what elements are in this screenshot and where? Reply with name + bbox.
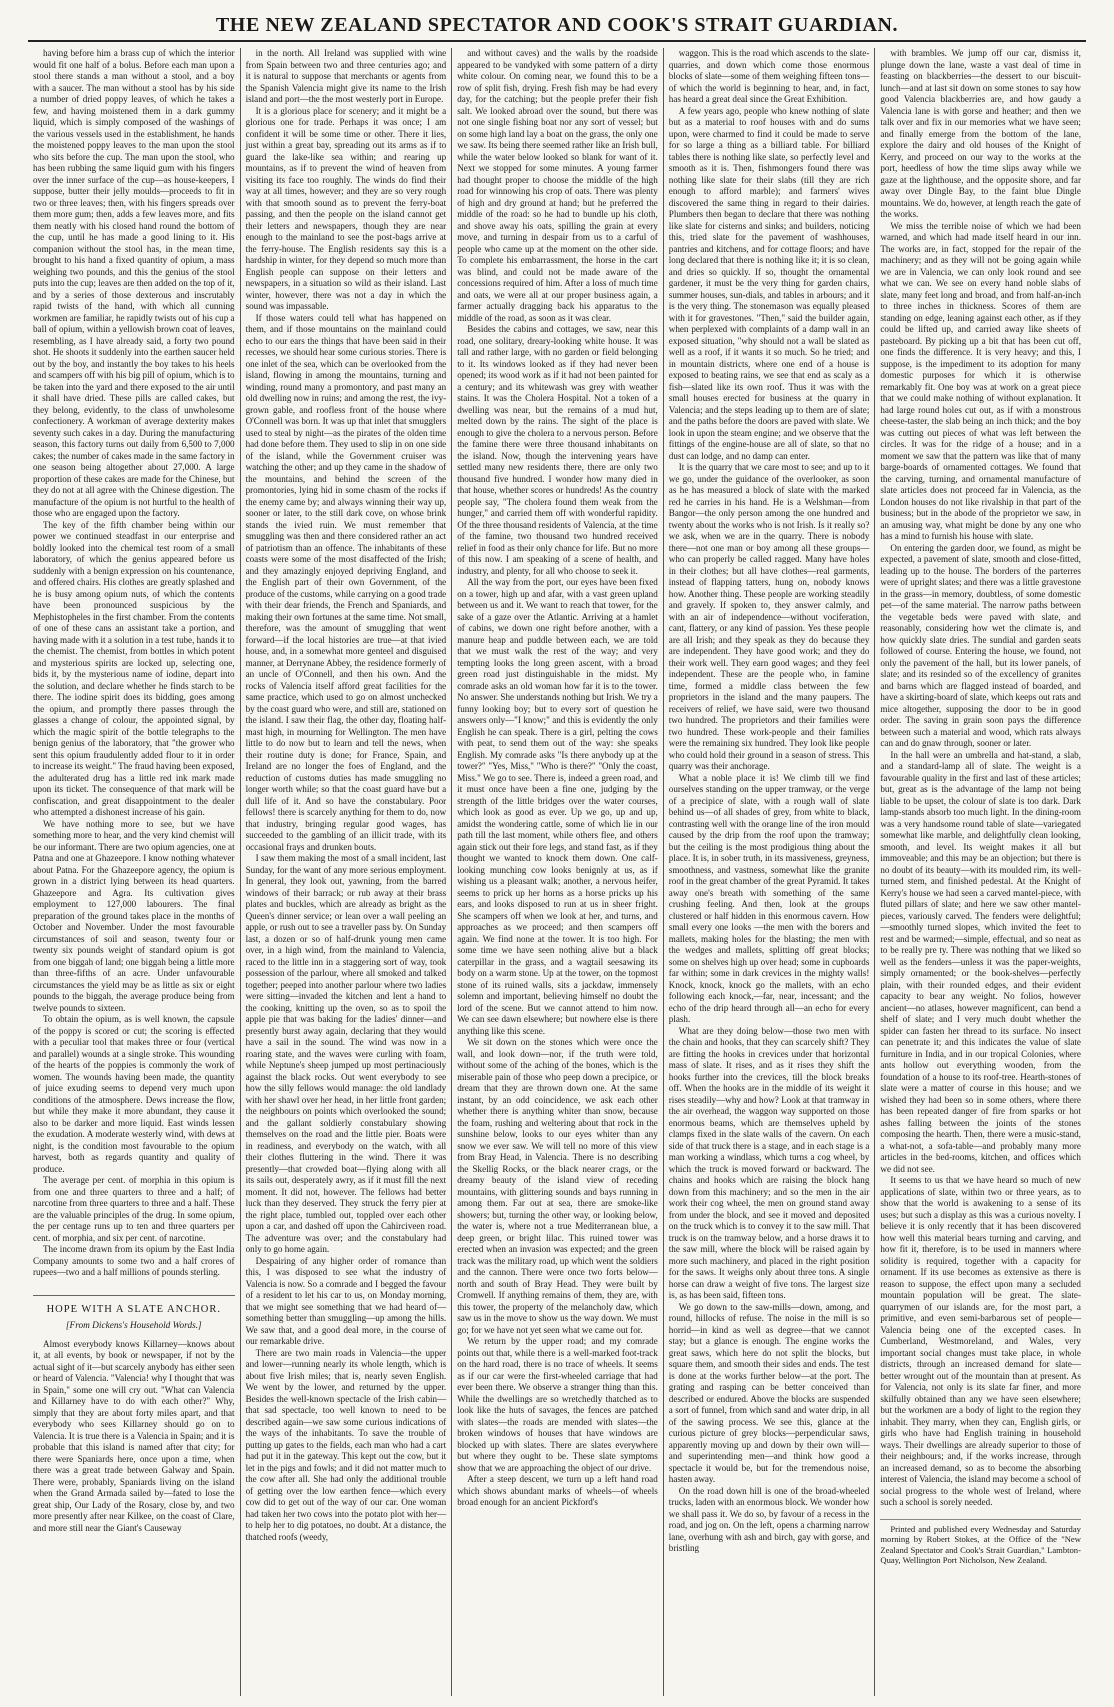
paragraph: If those waters could tell what has happened on them, and if those mountains on the mainland could echo to our ears the things that have been said in their recesses, we should hear some curious stories. There is one inlet of the sea, which can be overlooked from the island, flowing in among the mountains, turning and winding, round many a promontory, and past many an old dwelling now in ruins; and among the rest, the ivy-grown gable, and roofless front of the house where O'Connell was born. It was up that inlet that smugglers used to steal by night—as the pirates of the olden time had done before them. They used to slip in on one side of the island, while the Government cruiser was watching the other; and up they came in the shadow of the mountains, and behind the screen of the promontories, lying hid in some chasm of the rocks if the enemy came by; and always winning their way up, sooner or later, to the still dark cove, on whose brink stands the ivied ruin. We must remember that smuggling was then and there considered rather an act of patriotism than an offence. The inhabitants of these coasts were some of the most disaffected of the Irish; and they amazingly enjoyed depriving England, and the English part of their own Government, of the produce of the customs, while carrying on a good trade with their dear friends, the French and Spaniards, and making their own fortunes at the same time. Not small, therefore, was the amount of smuggling that went forward—if the local histories are true—at that ivied house, and, in a somewhat more genteel and disguised manner, at Derrynane Abbey, the residence formerly of an uncle of O'Connell, and then his own. And the rocks of Valencia itself afford great facilities for the same practice, which used to go on almost unchecked by the coast guard who were, and still are, stationed on the island. I saw their flag, the other day, floating half-mast high, in mourning for Wellington. The men have little to do now but to learn and tell the news, when their routine duty is done; for France, Spain, and Ireland are no longer the foes of England, and the reduction of customs duties has made smuggling no longer worth while; so that the coast guard have but a dull life of it. And so have the constabulary. Poor fellows! there is scarcely anything for them to do, now that industry, bringing regular good wages, has succeeded to the gambling of an illicit trade, with its occasional frays and drunken bouts. <box>245 312 447 852</box>
paragraph: We miss the terrible noise of which we had been warned, and which had made itself heard in our inn. The works are, in fact, stopped for the repair of the machinery; and as they will not be going again while we are in Valencia, we can only look round and see what we can. We see on every hand noble slabs of slate, many feet long and broad, and from half-an-inch to three inches in thickness. Scores of them are standing on edge, leaning against each other, as if they could be lifted up, and carried away like sheets of pasteboard. By picking up a bit that has been cut off, one finds the difference. It is very heavy; and this, I suppose, is the impediment to its adoption for many domestic purposes for which it is otherwise remarkably fit. One boy was at work on a great piece that we could make nothing of without explanation. It had large round holes cut out, as if with a monstrous cheese-taster, the slab being an inch thick; and the boy was cutting out pieces of what was left between the circles. It was for the ridge of a house; and in a moment we saw that the pattern was like that of many barge-boards of ornamented cottages. We found that the carving, turning, and ornamental manufacture of slate articles does not proceed far in Valencia, as the London houses do not like rivalship in that part of the business; but in the abode of the proprietor we saw, in an amusing way, what might be done by any one who has a mind to furnish his house with slate. <box>880 220 1081 541</box>
paragraph: We have nothing more to see, but we have something more to hear, and the very kind chemist will be our informant. There are two opium agencies, one at Patna and one at Ghazeepore. I know nothing whatever about Patna. For the Ghazeepore agency, the opium is grown in a district lying between its head quarters. Ghazeepore and Agra. Its cultivation gives employment to 127,000 labourers. The final preparation of the ground takes place in the months of October and November. Under the most favourable circumstances of soil and season, twenty four or twenty six pounds weight of standard opium is got from one biggah of land; one biggah being a little more than three-fifths of an acre. Under unfavourable circumstances the yield may be as little as six or eight pounds to the biggah, the average produce being from twelve pounds to sixteen. <box>33 818 235 1013</box>
column-2 <box>240 48 452 1696</box>
paragraph: in the north. All Ireland was supplied with wine from Spain between two and three centuries ago; and it is natural to suppose that merchants or agents from the Spanish Valencia might give its name to the Irish island and port—the the most westerly port in Europe. <box>245 48 447 104</box>
paragraph: having before him a brass cup of which the interior would fit one half of a bolus. Before each man upon a stool there stands a man without a stool, and a boy with a saucer. The man without a stool has by his side a number of dried poppy leaves, of which he takes a few, and having moistened them in a dark gummy liquid, which is simply composed of the washings of the various vessels used in the establishment, he hands the moistened poppy leaves to the man upon the stool who sits before the cup. The man upon the stool, who has been rubbing the same liquid gum with his fingers over the inner surface of the cup—as house-keepers, I suppose, butter their jelly moulds—proceeds to fit in two or three leaves; then, with his fingers spreads over them more gum; then, adds a few leaves more, and fits them neatly with his closed hand round the bottom of the cup, until he has made a good lining to it. His companion without the stool has, in the mean time, brought to his hand a fixed quantity of opium, a mass weighing two pounds, and this the genius of the stool puts into the cup; leaves are then added on the top of it, and by a series of those dexterous and inscrutably rapid twists of the hand, with which all cunning workmen are familiar, he rapidly twists out of his cup a ball of opium, within a yellowish brown coat of leaves, resembling, as I have already said, a forty two pound shot. He shoots it suddenly into the earthen saucer held out by the boy, and instantly the boy takes to his heels and scampers off with his big pill of opium, which is to be taken into the yard and there exposed to the air until it shall have dried. These pills are called cakes, but they belong, evidently, to the class of unwholesome confectionery. A workman of average dexterity makes seventy such cakes in a day. During the manufacturing season, this factory turns out daily from 6,500 to 7,000 cakes; the number of cakes made in the same factory in one season being altogether about 27,000. A large proportion of these cakes are made for the Chinese, but they do not at all agree with the Chinese digestion. The manufacture of the opium is not hurtful to the health of those who are engaged upon the factory. <box>33 48 235 518</box>
paragraph: After a steep descent, we turn up a left hand road which shows abundant marks of wheels—of wheels broad enough for an ancient Pickford's <box>457 1474 658 1507</box>
paragraph: I saw them making the most of a small incident, last Sunday, for the want of any more serious employment. In general, they look out, yawning, from the barred windows of their barrack; or rub away at their brass plates and buckles, which are already as bright as the Queen's dinner service; or lean over a wall peeling an apple, or rush out to see a traveller pass by. On Sunday last, a dozen or so of half-drunk young men came over, in a high wind, from the mainland to Valencia, raced to the little inn in a staggering sort of way, took possession of the parlour, where all smoked and talked together; peeped into another parlour where two ladies were sitting—invaded the kitchen and lent a hand to the cooking, knitting up the oven, so as to spoil the apple pie that was baking for the ladies' dinner—and presently burst away again, declaring that they would have a sail in the sound. The wind was now in a roaring state, and the waves were curling with foam, while Neptune's sheep jumped up most pertinaciously against the black rocks. Out went everybody to see how the silly fellows would manage: the old landlady with her shawl over her head, in her little front garden; the neighbours on points which overlooked the sound; and the gallant soldierly constabulary showing themselves on the road and the little pier. Boats were in readiness, and everybody on the watch, with all their clothes fluttering in the wind. There it was presently—that crowded boat—flying along with all its sails out, desperately awry, as if it must fill the next moment. It did not, however. The fellows had better luck than they deserved. They struck the ferry pier at the right place, tumbled out, toppled over each other upon a car, and dashed off upon the Cahirciveen road. The adventure was over; and the constabulary had only to go home again. <box>245 853 447 1254</box>
paragraph: In the hall were an umbrella and hat-stand, a slab, and a standard-lamp all of slate. The weight is a favourable quality in the first and last of these articles; but, great as is the advantage of the lamp not being liable to be upset, the colour of slate is too dark. Dark lamp-stands absorb too much light. In the dining-room was a very handsome round table of slate—variegated somewhat like marble, and delightfully clean looking, smooth, and level. Its weight makes it all but immoveable; and this may be an objection; but there is no doubt of its beauty—with its moulded rim, its well-turned stem, and finished pedestal. At the Knight of Kerry's house we had seen a carved mantel-piece, with fluted pillars of slate; and here we saw other mantel-pieces, variously carved. The fenders were delightful;—smoothly turned slopes, which invited the feet to rest and be warmed;—simple, effectual, and so neat as to be really pre ty. There was nothing that we liked so well as the fenders—unless it was the paper-weights, simply ornamented; or the book-shelves—perfectly plain, with their rounded edges, and their evident capacity to bear any weight. No folios, however ancient—no atlases, however magnificent, can bend a shelf of slate; and I very much doubt whether the spider can fasten her thread to its surface. No insect can penetrate it; and this indicates the value of slate furniture in India, and in our tropical Colonies, where ants hollow out everything wooden, from the foundation of a house to its roof-tree. Hearth-stones of slate were a matter of course in this house; and we wished they had been so in some others, where there has been repeated danger of fire from sparks or hot ashes falling between the joints of the stones composing the hearth. Then, there were a music-stand, a what-not, a sofa-table—and probably many more articles in the bed-rooms, kitchen, and offices which we did not see. <box>880 749 1081 1174</box>
article-source: [From Dickens's Household Words.] <box>65 1321 202 1331</box>
paragraph: waggon. This is the road which ascends to the slate-quarries, and down which come those enormous blocks of slate—some of them weighing fifteen tons—of which the world is beginning to hear, and, in fact, has heard a great deal since the Great Exhibition. <box>668 48 870 104</box>
imprint-notice <box>880 1519 1081 1566</box>
column-5 <box>874 48 1086 1696</box>
paragraph: The key of the fifth chamber being within our power we continued steadfast in our enterprise and boldly looked into the chemical test room of a small laboratory, of which the genius appeared before us suddenly with a benign expression on his countenance, and offered chairs. His clothes are greatly splashed and he is busy among opium nuts, of which the contents have been pronounced suspicious by the Mephistopheles in the first chamber. From the contents of one of these cans an assistant take a portion, and having made with it a solution in a test tube, hands it to the chemist. The chemist, from bottles in which potent and mysterious spirits are locked up, selecting one, bids it, by the mysterious name of iodine, depart into the solution, and declare whether he finds starch to be there. The iodine spirit does its bidding, goes among the opium, and promptly there passes through the glasses a change of colour, the appointed signal, by which the magic spirit of the bottle telegraphs to the benign genius of the laboratory, that "the grower who sent this opium fraudulently added flour to it in order to increase its weight." The fraud having been exposed, the adulterated drug has a little red ink mark made upon its ticket. The consequence of that mark will be confiscation, and great disappointment to the dealer who attempted a dishonest increase of his gain. <box>33 519 235 817</box>
paragraph: There are two main roads in Valencia—the upper and lower—running nearly its whole length, which is about five Irish miles; that is, nearly seven English. We went by the lower, and returned by the upper. Besides the well-known spectacle of the Irish cabin—that sad spectacle, too well known to need to be described again—we saw some curious indications of the ways of the inhabitants. To save the trouble of putting up gates to the fields, each man who had a cart had put it in the gateway. This kept out the cow, but it let in the pigs and fowls; and it did not matter much to the cow after all. She had only the additional trouble of getting over the low earthen fence—which every cow did to get out of the way of our car. One woman had taken her two cows into the potato plot with her—to help her to dig potatoes, no doubt. At a distance, the thatched roofs (weedy, <box>245 1347 447 1542</box>
paragraph: with brambles. We jump off our car, dismiss it, plunge down the lane, waste a vast deal of time in feasting on blackberries—the dessert to our biscuit-lunch—and at last sit down on some stones to say how good Valencia blackberries are, and how gaudy a Valencia lane is with gorse and heather; and then we talk over and fix in our memories what we have seen; and finally emerge from the bottom of the lane, explore the dairy and old houses of the Knight of Kerry, and proceed on our way to the works at the port, heedless of how the time slips away while we gaze at the lighthouse, and the opposite shore, and far away over Dingle Bay, to the faint blue Dingle mountains. We do, however, at length reach the gate of the works. <box>880 48 1081 219</box>
paragraph: It is the quarry that we care most to see; and up to it we go, under the guidance of the overlooker, as soon as he has measured a block of slate with the marked red he carries in his hand. He is a Welshman—from Bangor—the only person among the one hundred and twenty about the works who is not Irish. Is it really so? we ask, when we are in the quarry. There is nobody there—not one man or boy among all these groups—who can properly be called ragged. Many have holes in their clothes; but all have clothes—real garments, instead of flapping tatters, hung on, nobody knows how. Another thing. These people are working steadily and gravely. If spoken to, they answer calmly, and with an air of independence—without vociferation, cant, flattery, or any kind of passion. Yes these people are all Irish; and they speak as they do because they are independent. They have good work; and they do their work well. They earn good wages; and they feel independent. These are the people who, in famine time, formed a middle class between the few proprietors in the island and the many paupers. The receivers of relief, we have said, were two thousand two hundred. The proprietors and their families were two hundred. These work-people and their families were the remaining six hundred. They look like people who could hold their ground in a season of stress. This quarry was their anchorage. <box>668 462 870 771</box>
paragraph: We return by the upper road; and my comrade points out that, while there is a well-marked foot-track on the hard road, there is no trace of wheels. It seems as if our car were the first-wheeled carriage that had ever been there. We observe a stranger thing than this. While the dwellings are so wretchedly thatched as to look like the huts of savages, the fences are patched with slates—the roads are mended with slates—the broken windows of houses that have windows are blocked up with slates. There are slates everywhere but where they ought to be. These slate symptoms show that we are approaching the object of our drive. <box>457 1336 658 1473</box>
masthead-title: THE NEW ZEALAND SPECTATOR AND COOK'S STRAIT GUARDIAN. <box>28 14 1086 42</box>
paragraph: We go down to the saw-mills—down, among, and round, hillocks of refuse. The noise in the mill is so horrid—in kind as well as degree—that we cannot stay; but a glance is enough. The engine works the great saws, which here do not split the blocks, but square them, and smooth their sides and ends. The test is done at the works further below—at the port. The grating and rasping can be better conceived than described or endured. Above the blocks are suspended a sort of funnel, from which sand and water drip, in all of the sawing process. We see this, glance at the curious picture of grey blocks—perpendicular saws, apparently moving up and down by their own will—and superintending men—and think how good a spectacle it would be, but for the tremendous noise, hasten away. <box>668 1301 870 1484</box>
paragraph: On the road down hill is one of the broad-wheeled trucks, laden with an enormous block. We wonder how we shall pass it. We do so, by favour of a recess in the road, and jog on. On the left, opens a charming narrow lane, overhung with ash and birch, gay with gorse, and bristling <box>668 1485 870 1553</box>
paragraph: The average per cent. of morphia in this opium is from one and three quarters to three and a half; of narcotine from three quarters to three and a half. These are the valuable principles of the drug. In some opium, the per centage runs up to ten and three quarters per cent. of morphia, and six per cent. of narcotine. <box>33 1175 235 1243</box>
paragraph: On entering the garden door, we found, as might be expected, a pavement of slate, smooth and close-fitted, leading up to the house. The borders of the parterres were of upright slates; and there was a little gravestone in the grass—in memory, doubtless, of some domestic pet—of the same material. The narrow paths between the vegetable beds were paved with slate, and reasonably, considering how wet the climate is, and how quickly slate dries. The sundial and garden seats followed of course. Entering the house, we found, not only the pavement of the hall, but its lower panels, of slate; and its resinded so of the excellency of granites and barns which are flagged instead of boarded, and have a skirting-board of slate, which keeps out rats and mice altogether, supposing the door to be in good order. The saving in grain soon pays the difference between such a material and wood, which rats always can and do gnaw through, sooner or later. <box>880 542 1081 748</box>
column-1 <box>28 48 240 1696</box>
paragraph: What are they doing below—those two men with the chain and hooks, that they can scarcely shift? They are fitting the hooks in crevices under that horizontal mass of slate. It rises, and as it rises they shift the hooks further into the crevices, till the block breaks off. When the hooks are in the middle of its weight it rises steadily—why and how? Look at that tramway in the air overhead, the waggon way supported on those enormous beams, which are themselves upheld by clamps fixed in the slate walls of the cavern. On each side of that truck there is a stage, and in each stage is a man working a windlass, which turns a cog wheel, by which the truck is moved forward or backward. The chains and hooks which are raising the block hang down from this machinery; and so the men in the air work their cog wheel, the men on ground stand away from under the block, and see it moved and deposited on the truck which is to convey it to the saw mill. That truck is on the tramway below, and a horse draws it to the saw mill, where the block will be raised again by more such machinery, and placed in the right position for the saws. It weighs only about three tons. A single horse can draw a weight of five tons. The largest size is, as has been said, fifteen tons. <box>668 1025 870 1300</box>
paragraph: The income drawn from its opium by the East India Company amounts to some two and a half crores of rupees—two and a half millions of pounds sterling. <box>33 1244 235 1277</box>
paragraph: A few years ago, people who knew nothing of slate but as a material to roof houses with and do sums upon, were charmed to find it could be made to serve for so large a thing as a billiard table. For billiard tables there is nothing like slate, so perfectly level and smooth as it is. Then, fishmongers found there was nothing like slate for their slabs (till they are rich enough to afford marble); and farmers' wives discovered the same thing in regard to their dairies. Plumbers then began to declare that there was nothing like slate for cisterns and sinks; and builders, noticing this, tried slate for the pavement of washhouses, pantries and kitchens, and for cottage floors; and have long declared that there is nothing like it; it is so clean, and dries so quickly. If so, thought the ornamental gardener, it must be the very thing for garden chairs, summer houses, sun-dials, and tables in arbours; and it is the very thing. The stonemason was equally pleased with it for gravestones. "Then," said the builder again, when perplexed with complaints of a damp wall in an exposed situation, "why should not a wall be slated as well as a roof, if it wants it so much. So he tried; and in mountain districts, where one end of a house is exposed to beating rains, we see that end as scaly as a fish—slated like its own roof. Thus it was with the small houses erected for business at the quarry in Valencia; and the steps leading up to them are of slate; and the paths before the doors are paved with slate. We look in upon the steam engine; and we observe that the fittings of the engine-house are all of slate, so that no dust can lodge, and no damp can enter. <box>668 105 870 461</box>
paragraph: We sit down on the stones which were once the wall, and look down—nor, if the truth were told, without some of the aching of the bones, which is the miserable pain of those who peep down a precipice, or dream that they are thrown down one. At the same instant, by an odd coincidence, we ask each other whether there is anything whiter than snow, because the foam, rushing and weltering about that rock in the sunshine below, looks to our eyes whiter than any snow we ever saw. We will tell no more of this view from Bray Head, in Valencia. There is no describing the Skellig Rocks, or the black nearer crags, or the dreamy beauty of the island view of receding mountains, with glittering sounds and bays running in among them. Far out at sea, there are smoke-like showers; but, turning the other way, or looking below, the water is, where not a true Mediterranean blue, a deep green, or bright lilac. This ruined tower was erected when an invasion was expected; and the green track was the military road, up which went the soldiers and the cannon. There were once two forts below—north and south of Bray Head. They were built by Cromwell. If anything remains of them, they are, with this tower, the property of the melancholy daw, which saw us in the move to show us the way down. We must go; for we have not yet seen what we came out for. <box>457 1037 658 1335</box>
article-title: HOPE WITH A SLATE ANCHOR. <box>33 1295 235 1316</box>
paragraph: Almost everybody knows Killarney—knows about it, at all events, by book or newspaper, if not by the actual sight of it—but scarcely anybody has either seen or heard of Valencia. "Valencia! why I thought that was in Spain," some one will cry out. "What can Valencia and Killarney have to do with each other?" Why, simply that they are about forty miles apart, and that everybody who sees Killarney should go on to Valencia. It is true there is a Valencia in Spain; and it is probable that this island is named after that city; for there were Spaniards here, once upon a time, when there was a great trade between Galway and Spain. There were, probably, Spaniards living on the island when the Grand Armada sailed by—fated to lose the great ship, Our Lady of the Rosary, close by, and two more presently after near Kilkee, on the coast of Clare, and more still near the Giant's Causeway <box>33 1338 235 1533</box>
paragraph: Despairing of any higher order of romance than this, I was disposed to see what the industry of Valencia is now. So a comrade and I begged the favour of a resident to let his car to us, on Monday morning, that we might see something that we had heard of—something better than smuggling—up among the hills. We saw that, and a good deal more, in the course of our remarkable drive. <box>245 1255 447 1346</box>
column-4 <box>663 48 875 1696</box>
imprint-text: Printed and published every Wednesday and Saturday morning by Robert Stokes, at the Office of the "New Zealand Spectator and Cook's Strait Guardian," Lambton-Quay, Wellington Port Nicholson, New Zealand. <box>880 1523 1081 1565</box>
paragraph: It seems to us that we have heard so much of new applications of slate, within two or three years, as to show that the world is awakening to a sense of its uses; but such a display as this was a curious novelty. I believe it is only recently that it has been discovered how well this material bears turning and carving, and how fit it, therefore, is to be used in manners where solidity is required, together with a capacity for ornament. If its use becomes as extensive as there is reason to suppose, the effect upon many a secluded mountain population will be great. The slate-quarrymen of our islands are, for the most part, a primitive, and even semi-barbarous set of people—Valencia being one of the excepted cases. In Cumberland, Westmoreland, and Wales, very important social changes must take place, in whole districts, through an increased demand for slate—better wrought out of the mountain than at present. As for Valencia, not only is its slate far finer, and more skilfully obtained than any we have seen elsewhere; but the workmen are a body of light to the region they inhabit. They marry, when they can, English girls, or girls who have had English training in household ways. Their dwellings are already superior to those of their neighbours; and, if the works increase, through an increased demand, so as to become the absorbing interest of Valencia, the island may become a school of social progress to the whole west of Ireland, where such a school is sorely needed. <box>880 1175 1081 1507</box>
paragraph: All the way from the port, our eyes have been fixed on a tower, high up and afar, with a vast green upland between us and it. We want to reach that tower, for the sake of a gaze over the Atlantic. Arriving at a hamlet of cabins, we down one right before another, with a manure heap and puddle between each, we are told that we must walk the rest of the way; and very tempting looks the long green ascent, with a broad green road just distinguishable in the midst. My comrade asks an old woman how far it is to the tower. No answer. She understands nothing but Irish. We try a funny looking boy; but to every sort of question he answers only—"I know;" and this is evidently the only English he can speak. There is a girl, pelting the cows with peat, to send them out of the way: she speaks English. My comrade asks "Is there anybody up at the tower?" "Yes, Miss," "Who is there?" "Only the coast, Miss." We go to see. There is, indeed a green road, and it must once have been a fine one, judging by the strength of the little bridges over the water courses, which look as good as ever. Up we go, up and up, amidst the wondering cattle, some of which lie in our path till the last moment, while others flee, and others again stick out their fore legs, and stand fast, as if they thought we wanted to knock them down. One calf-looking munching cow looks benignly at us, as if wishing us a pleasant walk; another, a nervous heifer, seems to prick up her horns as a horse pricks up his ears, and looks disposed to run at us in sheer fright. She scampers off when we look at her, and turns, and approaches as we proceed; and then scampers off again. We find none at the tower. It is too high. For some time we have seen nothing alive but a black caterpillar in the grass, and a wagtail seesawing its body on a warm stone. Up at the tower, on the topmost stone of its ruined walls, sits a jackdaw, immensely solemn and important, believing himself no doubt the lord of the scene. But we cannot attend to him now. We can see dawn elsewhere; but nowhere else is there anything like this scene. <box>457 577 658 1036</box>
paragraph: To obtain the opium, as is well known, the capsule of the poppy is scored or cut; the scoring is effected with a peculiar tool that makes three or four (vertical and parallel) wounds at a single stroke. This wounding of the hearts of the poppies is commonly the work of women. The wounds having been made, the quantity of juice exuding seems to depend very much upon conditions of the atmosphere. Dews increase the flow, but while they make it more abundant, they cause it also to be darker and more liquid. East winds lessen the exudation. A moderate westerly wind, with dews at night, is the condition most favourable to the opium harvest, both as regards quantity and quality of produce. <box>33 1014 235 1174</box>
paragraph: It is a glorious place for scenery; and it might be a glorious one for trade. Perhaps it was once; I am confident it will be some time or other. There it lies, just within a great bay, spreading out its arms as if to guard the lake-like sea within; and rearing up mountains, as if to prevent the wind of heaven from visiting its face too roughly. The winds do find their way at all times, however; and they are so very rough with that smooth sound as to prevent the ferry-boat passing, and then the people on the island cannot get their letters and newspapers, though they are near enough to the mainland to see the post-bags arrive at the ferry-house. The English residents say this is a hardship in winter, for they depend so much more than English people can suppose on their letters and newspapers, in a situation so wild as their island. Last winter, however, there was not a day in which the sound was impassable. <box>245 105 447 311</box>
paragraph: and without caves) and the walls by the roadside appeared to be vandyked with some pattern of a dirty white colour. On coming near, we found this to be a row of split fish, drying. Fresh fish may be had every day, for the catching; but the people prefer their fish salt. We looked abroad over the sound, but there was not one single fishing boat nor any sort of vessel; but on some high land lay a boat on the grass, the only one we saw. Its being there seemed rather like an Irish bull, while the water below looked so blank for want of it. Next we stopped for some minutes. A young farmer had thought proper to choose the middle of the high road for winnowing his crop of oats. There was plenty of high and dry ground at hand; but he preferred the middle of the road: so he had to bundle up his cloth, and shove away his oats, spilling the grain at every move, and turning in despair from us to a carful of people who came up at the moment on the other side. To complete his embarrassment, the horse in the cart was blind, and could not be made aware of the concessions required of him. After a loss of much time and oats, we were all at our proper business again, a farmer actually dragging back his apparatus to the middle of the road, as soon as it was clear. <box>457 48 658 323</box>
paragraph: What a noble place it is! We climb till we find ourselves standing on the upper tramway, or the verge of a precipice of slate, with a rough wall of slate behind us—of all shades of grey, from white to black, contrasting well with the orange line of the iron mould caused by the drip from the roof upon the tramway; but the ceiling is the most prodigious thing about the place. It is, in sober truth, in its massiveness, greyness, smoothness, and vastness, somewhat like the granite roof in the great chamber of the great Pyramid. It takes away one's breath with something of the same crushing feeling. And then, look at the groups clustered or half hidden in this enormous cavern. How small every one looks —the men with the borers and mallets, making holes for the blasting; the men with the wedges and mallets, splitting off great blocks; some on shelves high up over head; some in cupboards far within; some in dark crevices in the mighty walls! Knock, knock, knock go the mallets, with an echo following each knock,—far, near, incessant; and the echo of the drip heard through all—an echo for every plash. <box>668 772 870 1024</box>
column-3 <box>451 48 663 1696</box>
columns-container <box>28 48 1086 1696</box>
paragraph: Besides the cabins and cottages, we saw, near this road, one solitary, dreary-looking white house. It was tall and rather large, with no garden or field belonging to it. Its windows looked as if they had never been opened; its wood work as if it had not been painted for a century; and its whitewash was grey with weather stains. It was the Cholera Hospital. Not a token of a dwelling was near, but the remains of a mud hut, melted down by the rains. The sight of the place is enough to give the cholera to a nervous person. Before the famine there were three thousand inhabitants on the island. Now, though the intervening years have settled many new residents there, there are only two thousand five hundred. I wonder how many died in that house, whether scores or hundreds! As the country people say, "The cholera found them weak from the hunger," and carried them off with wonderful rapidity. Of the three thousand residents of Valencia, at the time of the famine, two thousand two hundred received relief in food as their only chance for life. But no more of this now. I am speaking of a scene of health, and industry, and plenty, for all who choose to seek it. <box>457 324 658 576</box>
